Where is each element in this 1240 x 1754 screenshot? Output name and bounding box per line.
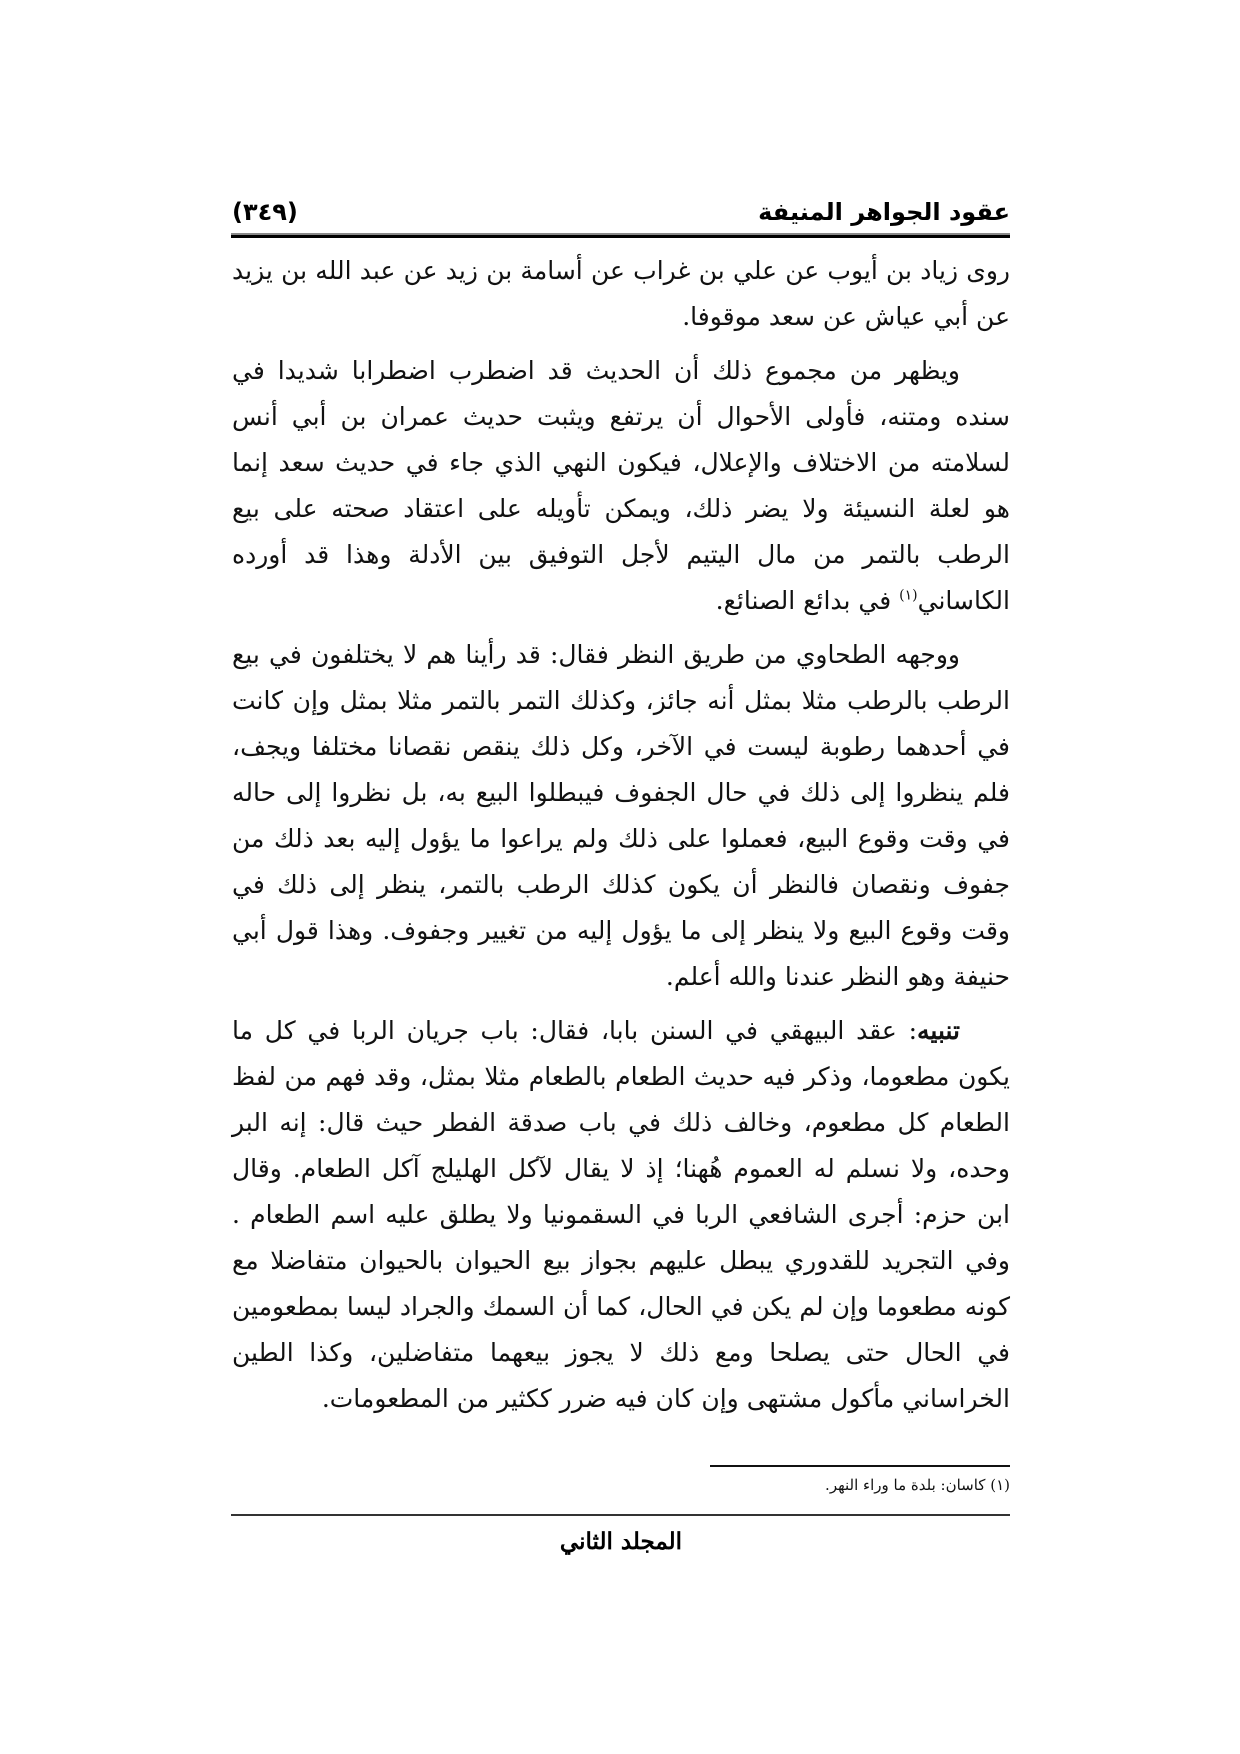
paragraph-3 (232, 632, 1010, 1000)
paragraph-text: : عقد البيهقي في السنن بابا، فقال: باب جريان الربا في كل ما يكون مطعوما، وذكر فيه حديث الطعام بالطعام مثلا بمثل، وقد فهم من لفظ الطعام كل مطعوم، وخالف ذلك في باب صدقة الفطر حيث قال: إنه البر وحده، ولا نسلم له العموم هُهنا؛ إذ لا يقال لآكل الهليلج آكل الطعام. وقال ابن حزم: أجرى الشافعي الربا في السقمونيا ولا يطلق عليه اسم الطعام . وفي التجريد للقدوري يبطل عليهم بجواز بيع الحيوان بالحيوان متفاضلا مع كونه مطعوما وإن لم يكن في الحال، كما أن السمك والجراد ليسا بمطعومين في الحال حتى يصلحا ومع ذلك لا يجوز بيعهما متفاضلين، وكذا الطين الخراساني مأكول مشتهى وإن كان فيه ضرر ككثير من المطعومات. (232, 1016, 1010, 1413)
footnote-reference[interactable]: (١) (899, 587, 918, 604)
note-label: تنبيه (917, 1016, 960, 1045)
footer-rule (231, 1514, 1010, 1516)
paragraph-4-note (232, 1008, 1010, 1422)
volume-label: المجلد الثاني (559, 1528, 683, 1555)
paragraph-text: في بدائع الصنائع. (715, 586, 900, 615)
page-number: (٣٤٩) (232, 198, 298, 226)
header-rule (231, 233, 1010, 238)
footnote-1 (232, 1472, 1010, 1498)
paragraph-text: ووجهه الطحاوي من طريق النظر فقال: قد رأينا هم لا يختلفون في بيع الرطب بالرطب مثلا بمثل أنه جائز، وكذلك التمر بالتمر مثلا بمثل وإن كانت في أحدهما رطوبة ليست في الآخر، وكل ذلك ينقص نقصانا مختلفا ويجف، فلم ينظروا إلى ذلك في حال الجفوف فيبطلوا البيع به، بل نظروا إلى حاله في وقت وقوع البيع، فعملوا على ذلك ولم يراعوا ما يؤول إليه بعد ذلك من جفوف ونقصان فالنظر أن يكون كذلك الرطب بالتمر، ينظر إلى ذلك في وقت وقوع البيع ولا ينظر إلى ما يؤول إليه من تغيير وجفوف. وهذا قول أبي حنيفة وهو النظر عندنا والله أعلم. (232, 640, 1010, 991)
footnote-separator (710, 1465, 1010, 1467)
header-rule-thick (231, 235, 1010, 238)
running-header (232, 190, 1010, 226)
paragraph-2 (232, 348, 1010, 624)
paragraph-text: ويظهر من مجموع ذلك أن الحديث قد اضطرب اضطرابا شديدا في سنده ومتنه، فأولى الأحوال أن يرتفع ويثبت حديث عمران بن أبي أنس لسلامته من الاختلاف والإعلال، فيكون النهي الذي جاء في حديث سعد إنما هو لعلة النسيئة ولا يضر ذلك، ويمكن تأويله على اعتقاد صحته على بيع الرطب بالتمر من مال اليتيم لأجل التوفيق بين الأدلة وهذا قد أورده الكاساني (232, 356, 1010, 615)
footnote-text: كاسان: بلدة ما وراء النهر. (825, 1476, 991, 1494)
body-text (232, 248, 1010, 1430)
paragraph-text: روى زياد بن أيوب عن علي بن غراب عن أسامة بن زيد عن عبد الله بن يزيد عن أبي عياش عن سعد موقوفا. (232, 256, 1010, 331)
book-title: عقود الجواهر المنيفة (758, 198, 1010, 226)
footnote-number: (١) (990, 1476, 1010, 1494)
paragraph-1 (232, 248, 1010, 340)
